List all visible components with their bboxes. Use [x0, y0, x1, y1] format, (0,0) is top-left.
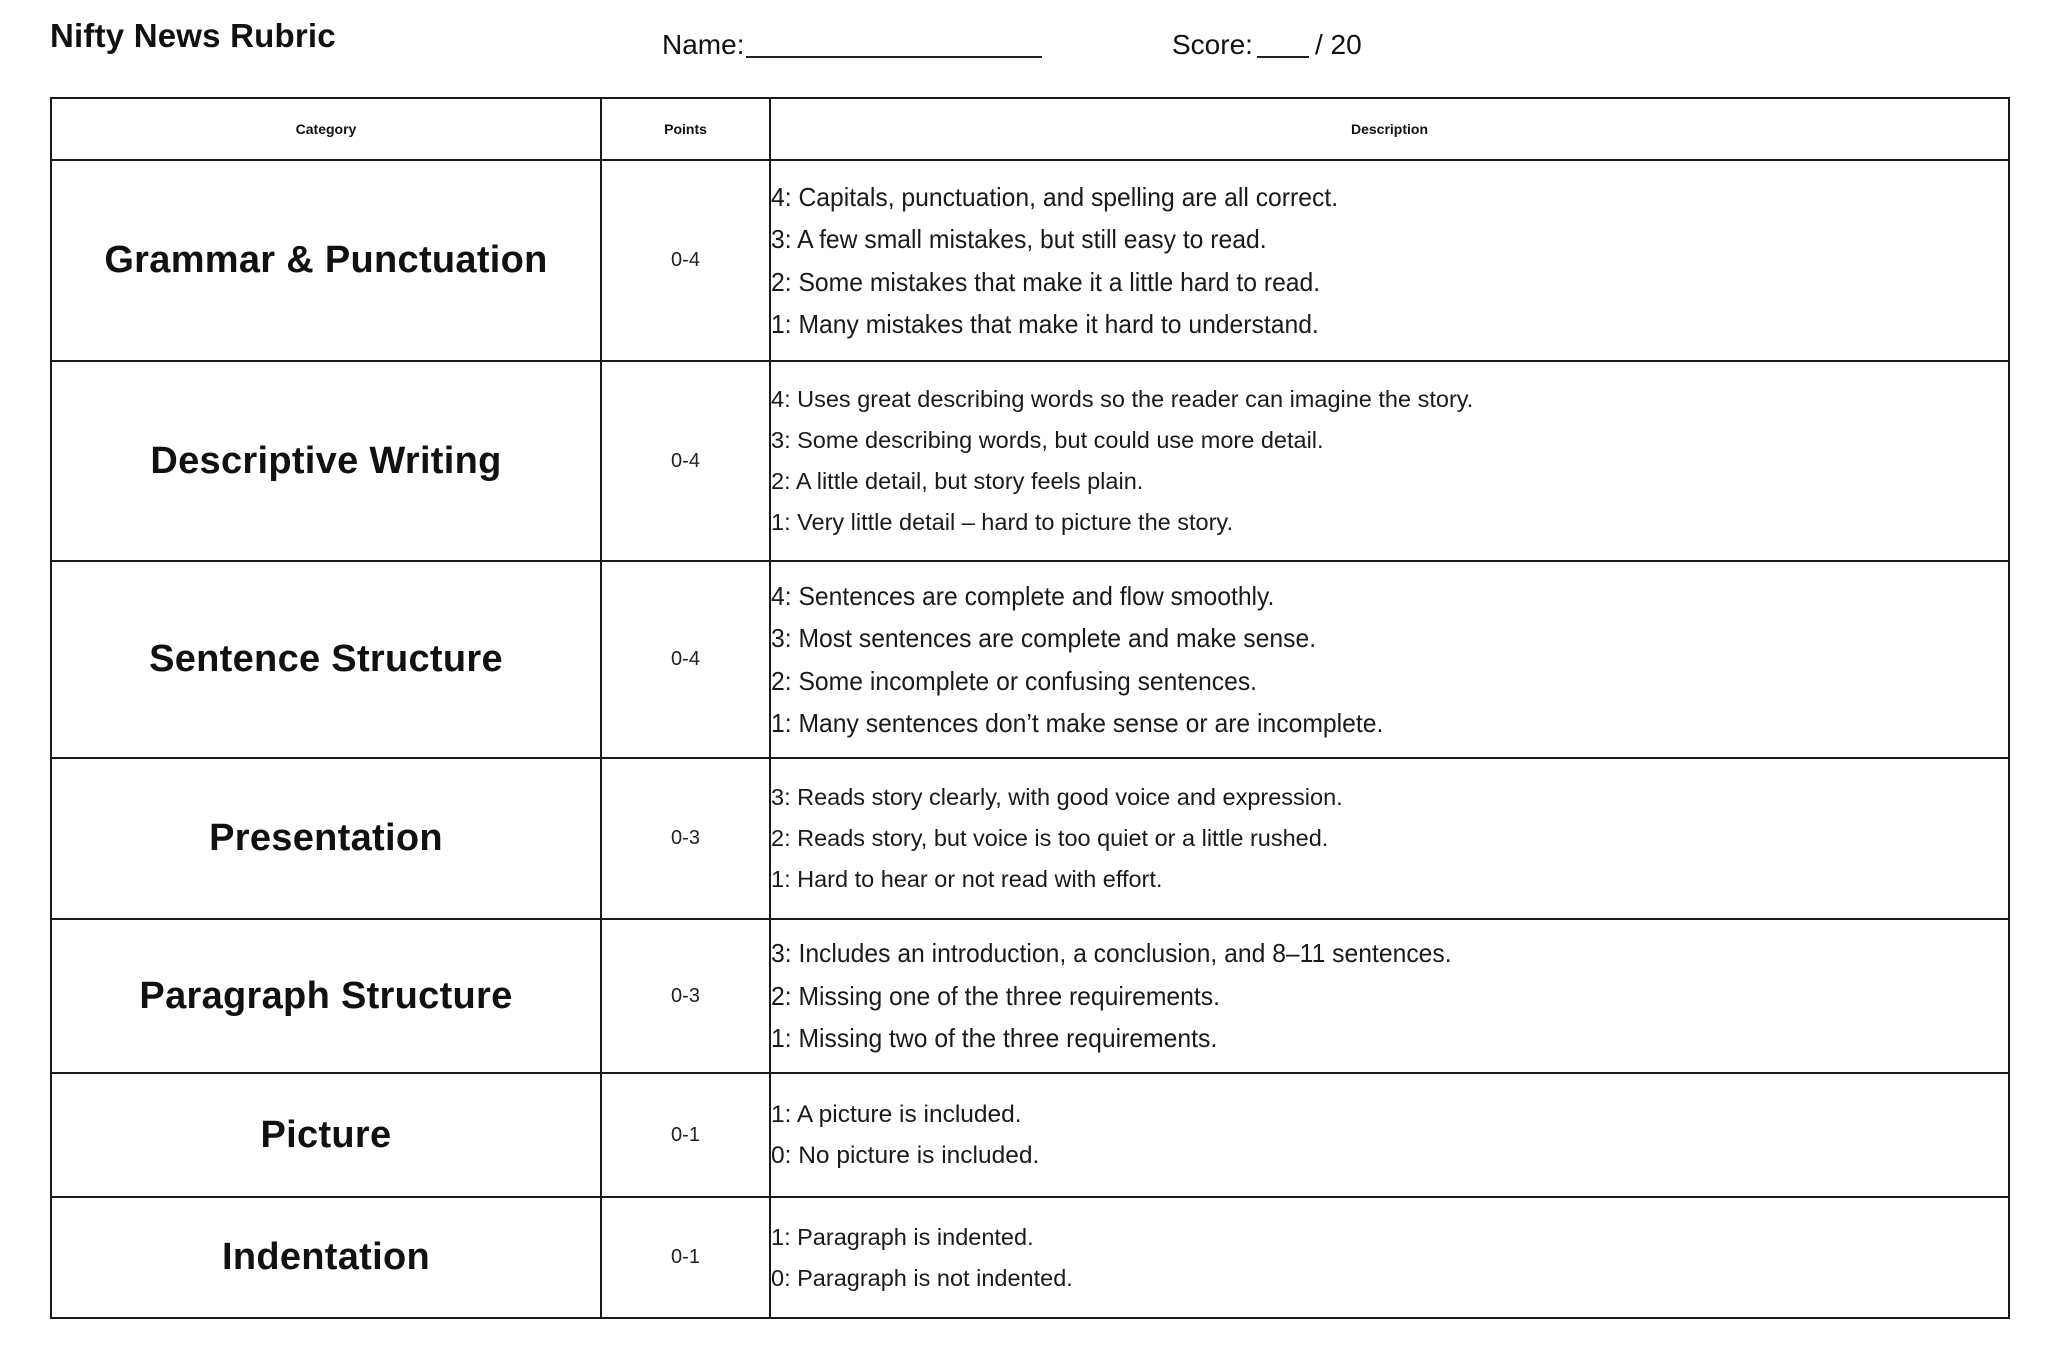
description-cell	[770, 919, 2009, 1073]
points-cell: 0-1	[601, 1197, 770, 1318]
category-cell: Picture	[51, 1073, 601, 1197]
score-field[interactable]	[1172, 24, 1362, 65]
name-label: Name:	[662, 29, 745, 60]
points-cell: 0-4	[601, 160, 770, 361]
description-cell	[770, 361, 2009, 561]
description-cell	[770, 561, 2009, 758]
category-cell: Sentence Structure	[51, 561, 601, 758]
category-cell: Descriptive Writing	[51, 361, 601, 561]
name-field[interactable]	[662, 24, 1042, 65]
rubric-table	[50, 97, 2010, 1319]
category-cell: Presentation	[51, 758, 601, 919]
table-row-picture	[51, 1073, 2009, 1197]
description-line: 2: Missing one of the three requirements.	[771, 980, 1220, 1011]
page-title: Nifty News Rubric	[50, 17, 336, 54]
table-header-row	[51, 98, 2009, 160]
table-row-sentence-structure	[51, 561, 2009, 758]
description-line: 2: A little detail, but story feels plain.	[771, 468, 1144, 494]
description-line: 1: Many sentences don’t make sense or are incomplete.	[771, 708, 1384, 738]
description-line: 3: Reads story clearly, with good voice and expression.	[771, 784, 1343, 810]
description-line: 2: Some mistakes that make it a little hard to read.	[771, 266, 1321, 297]
score-blank-line[interactable]	[1257, 28, 1309, 58]
description-line: 2: Some incomplete or confusing sentences.	[771, 665, 1258, 696]
category-cell: Grammar & Punctuation	[51, 160, 601, 361]
category-cell: Indentation	[51, 1197, 601, 1318]
description-cell	[770, 1197, 2009, 1318]
points-cell: 0-4	[601, 361, 770, 561]
points-cell: 0-4	[601, 561, 770, 758]
description-cell	[770, 160, 2009, 361]
description-line: 3: Includes an introduction, a conclusion, and 8–11 sentences.	[771, 938, 1452, 969]
description-line: 3: Most sentences are complete and make sense.	[771, 623, 1317, 653]
description-line: 4: Capitals, punctuation, and spelling are all correct.	[771, 181, 1339, 212]
description-line: 3: A few small mistakes, but still easy to read.	[771, 224, 1267, 254]
table-row-paragraph-structure	[51, 919, 2009, 1073]
description-line: 1: Hard to hear or not read with effort.	[771, 866, 1163, 892]
description-line: 1: Missing two of the three requirements.	[771, 1023, 1218, 1054]
points-cell: 0-1	[601, 1073, 770, 1197]
score-total: / 20	[1314, 29, 1362, 60]
description-line: 1: Many mistakes that make it hard to understand.	[771, 309, 1319, 339]
column-header-points: Points	[601, 98, 770, 160]
description-line: 1: Very little detail – hard to picture the story.	[771, 509, 1233, 535]
column-header-category: Category	[51, 98, 601, 160]
description-cell	[770, 1073, 2009, 1197]
table-row-presentation	[51, 758, 2009, 919]
score-label: Score:	[1172, 29, 1253, 60]
category-cell: Paragraph Structure	[51, 919, 601, 1073]
points-cell: 0-3	[601, 758, 770, 919]
description-line: 0: No picture is included.	[771, 1142, 1040, 1169]
description-line: 0: Paragraph is not indented.	[771, 1264, 1073, 1291]
name-blank-line[interactable]	[746, 28, 1042, 58]
description-line: 4: Uses great describing words so the reader can imagine the story.	[771, 386, 1474, 412]
column-header-description: Description	[770, 98, 2009, 160]
table-row-indentation	[51, 1197, 2009, 1318]
table-row-grammar-punctuation	[51, 160, 2009, 361]
description-line: 3: Some describing words, but could use more detail.	[771, 427, 1324, 453]
description-line: 4: Sentences are complete and flow smoothly.	[771, 580, 1275, 611]
points-cell: 0-3	[601, 919, 770, 1073]
description-line: 2: Reads story, but voice is too quiet or a little rushed.	[771, 825, 1329, 851]
description-line: 1: A picture is included.	[771, 1101, 1022, 1128]
description-line: 1: Paragraph is indented.	[771, 1223, 1034, 1250]
table-row-descriptive-writing	[51, 361, 2009, 561]
description-cell	[770, 758, 2009, 919]
